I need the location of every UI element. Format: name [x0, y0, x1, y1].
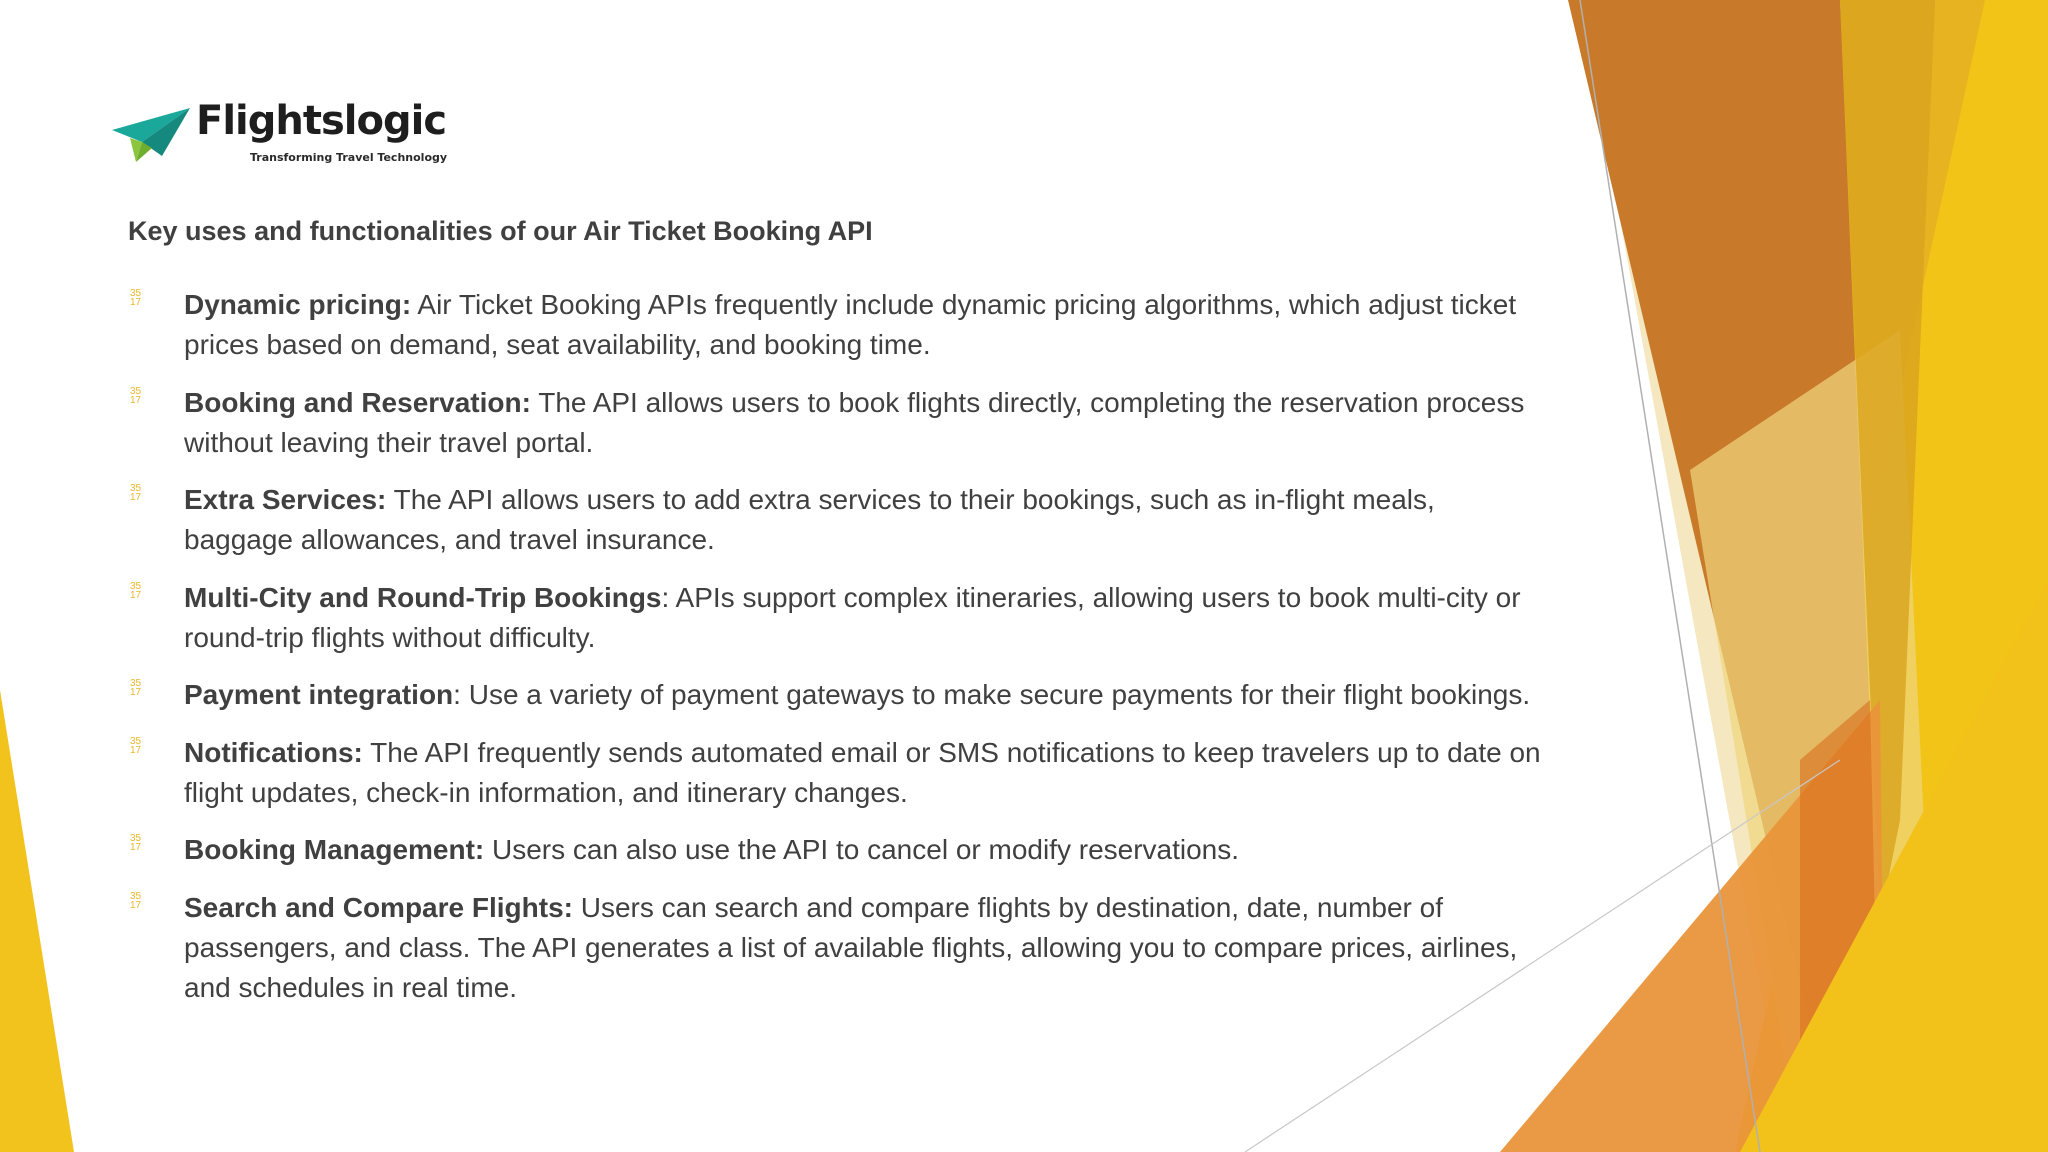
- feature-item: [128, 830, 1548, 870]
- feature-text: : APIs support complex itineraries, allowing users to book multi-city or round-trip flights without difficulty.: [184, 581, 1521, 653]
- brand-logo: [112, 98, 448, 170]
- feature-text: The API allows users to add extra services to their bookings, such as in-flight meals, baggage allowances, and travel insurance.: [184, 484, 1435, 555]
- feature-item: [128, 480, 1548, 560]
- feature-title: Booking and Reservation:: [184, 386, 531, 418]
- feature-item: [128, 578, 1548, 658]
- brand-tagline: Transforming Travel Technology: [250, 151, 448, 164]
- left-yellow-shape: [0, 690, 74, 1152]
- bullet-icon: 35 17: [130, 735, 142, 756]
- feature-item: [128, 285, 1548, 365]
- feature-title: Search and Compare Flights:: [184, 891, 573, 923]
- bullet-icon: 35 17: [130, 385, 142, 406]
- feature-title: Booking Management:: [184, 834, 485, 865]
- bullet-icon: 35 17: [130, 833, 142, 853]
- feature-text: Air Ticket Booking APIs frequently include dynamic pricing algorithms, which adjust ticket prices based on demand, seat availability, and booking time.: [184, 289, 1517, 360]
- feature-list: [128, 285, 1548, 1025]
- feature-item: [128, 675, 1548, 715]
- feature-title: Notifications:: [184, 736, 363, 768]
- feature-title: Multi-City and Round-Trip Bookings: [184, 581, 662, 613]
- feature-text: The API frequently sends automated email or SMS notifications to keep travelers up to date on flight updates, check-in information, and itinerary changes.: [184, 736, 1541, 808]
- feature-text: Users can also use the API to cancel or modify reservations.: [484, 834, 1240, 865]
- feature-text: : Use a variety of payment gateways to make secure payments for their flight bookings.: [453, 679, 1531, 710]
- feature-title: Extra Services:: [184, 484, 387, 515]
- feature-title: Dynamic pricing:: [184, 289, 412, 320]
- feature-item: [128, 733, 1548, 813]
- feature-item: [128, 888, 1548, 1008]
- paper-plane-icon: [112, 106, 192, 164]
- bullet-icon: 35 17: [130, 580, 142, 601]
- bullet-icon: 35 17: [130, 890, 142, 911]
- bullet-icon: 35 17: [130, 288, 142, 308]
- feature-text: The API allows users to book flights directly, completing the reservation process without leaving their travel portal.: [184, 386, 1525, 458]
- feature-title: Payment integration: [184, 679, 454, 710]
- brand-name: Flightslogic: [196, 98, 447, 144]
- feature-text: Users can search and compare flights by destination, date, number of passengers, and class. The API generates a list of available flights, allowing you to compare prices, airlines, and schedules in real time.: [184, 891, 1518, 1003]
- bullet-icon: 35 17: [130, 483, 142, 503]
- slide-heading: Key uses and functionalities of our Air Ticket Booking API: [128, 216, 873, 246]
- feature-item: [128, 383, 1548, 463]
- bullet-icon: 35 17: [130, 678, 142, 698]
